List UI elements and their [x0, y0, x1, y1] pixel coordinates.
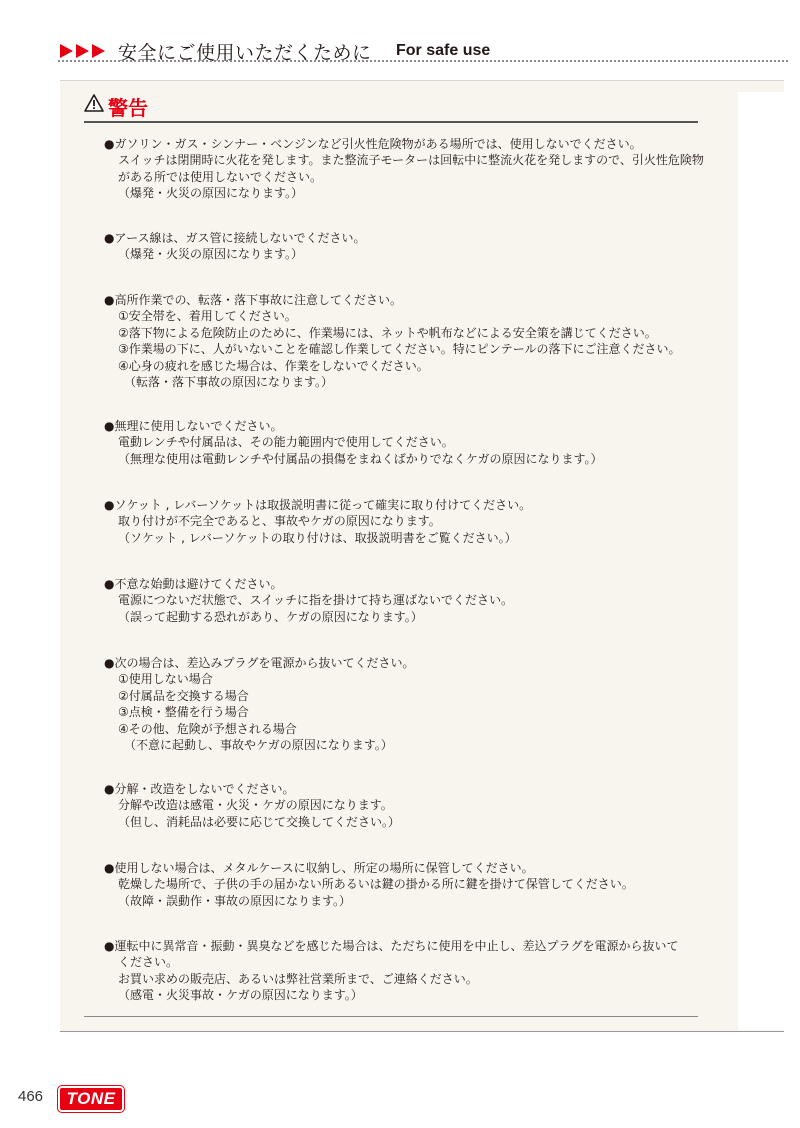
- warning-item: [104, 655, 704, 753]
- warning-item-text: （転落・落下事故の原因になります。）: [124, 375, 334, 390]
- warning-item-text: （爆発・火災の原因になります。）: [118, 247, 304, 262]
- page-number: 466: [18, 1088, 44, 1105]
- warning-item-text: ②付属品を交換する場合: [118, 688, 249, 703]
- arrow-right-icon: [92, 44, 105, 58]
- warning-item: [104, 418, 704, 467]
- warning-item-text: （ソケット , レバーソケットの取り付けは、取扱説明書をご覧ください。）: [118, 530, 517, 545]
- warning-item-heading: ●ソケット , レバーソケットは取扱説明書に従って確実に取り付けてください。: [104, 498, 532, 512]
- warning-item-text: スイッチは閉開時に火花を発します。また整流子モーターは回転中に整流火花を発しますので、引火性危険物: [118, 153, 704, 168]
- warning-item-heading: ●不意な始動は避けてください。: [104, 577, 283, 591]
- warning-item-text: 電動レンチや付属品は、その能力範囲内で使用してください。: [118, 435, 454, 450]
- warning-item-text: 取り付けが不完全であると、事故やケガの原因になります。: [118, 514, 441, 529]
- warning-item: [104, 230, 704, 263]
- warning-item-text: お買い求めの販売店、あるいは弊社営業所まで、ご連絡ください。: [118, 971, 478, 986]
- warning-item-text: （感電・火災事故・ケガの原因になります。）: [118, 988, 363, 1003]
- warning-item-text: 分解や改造は感電・火災・ケガの原因になります。: [118, 798, 393, 813]
- arrow-right-icon: [60, 44, 73, 58]
- arrow-right-icon: [76, 44, 89, 58]
- warning-triangle-icon: [84, 94, 104, 112]
- warning-item-heading: ●次の場合は、差込みプラグを電源から抜いてください。: [104, 656, 415, 670]
- warning-item-text: ①使用しない場合: [118, 672, 213, 687]
- warning-item-heading: ●高所作業での、転落・落下事故に注意してください。: [104, 293, 402, 307]
- warning-item-text: （但し、消耗品は必要に応じて交換してください。）: [118, 814, 401, 829]
- tone-logo: [58, 1086, 124, 1112]
- warning-title: 警告: [108, 96, 148, 120]
- logo-text: TONE: [66, 1089, 116, 1108]
- warning-item: [104, 860, 704, 909]
- warning-item-heading: ●ガソリン・ガス・シンナー・ベンジンなど引火性危険物がある場所では、使用しないでください。: [104, 137, 642, 151]
- warning-item: [104, 497, 704, 546]
- warning-item-heading: ●アース線は、ガス管に接続しないでください。: [104, 231, 366, 245]
- warning-item-text: （爆発・火災の原因になります。）: [118, 186, 304, 201]
- warning-item-heading: ●無理に使用しないでください。: [104, 419, 283, 433]
- warning-item-text: がある所では使用しないでください。: [118, 169, 323, 184]
- warning-item: [104, 576, 704, 625]
- header-divider: [58, 60, 788, 62]
- warning-item-text: （故障・誤動作・事故の原因になります。）: [118, 893, 352, 908]
- page-subtitle: For safe use: [396, 42, 491, 59]
- panel-inner-bottom-divider: [84, 1016, 698, 1017]
- warning-item: [104, 292, 704, 390]
- header-arrows: [60, 44, 105, 58]
- warning-item-text: 乾燥した場所で、子供の手の届かない所あるいは鍵の掛かる所に鍵を掛けて保管してください。: [118, 877, 634, 892]
- warning-item-text: 電源につないだ状態で、スイッチに指を掛けて持ち運ばないでください。: [118, 593, 514, 608]
- warning-item-text: （不意に起動し、事故やケガの原因になります。）: [124, 738, 393, 753]
- panel-edge: [738, 92, 784, 1030]
- warning-item-heading: ●分解・改造をしないでください。: [104, 782, 295, 796]
- warning-item-heading: ●運転中に異常音・振動・異臭などを感じた場合は、ただちに使用を中止し、差込プラグを電源から抜いて: [104, 939, 679, 953]
- panel-bottom-divider: [60, 1031, 784, 1032]
- warning-item-text: ください。: [118, 955, 179, 970]
- warning-item-text: ②落下物による危険防止のために、作業場には、ネットや帆布などによる安全策を講じてください。: [118, 325, 657, 340]
- warning-item: [104, 938, 704, 1004]
- warning-item-text: （無理な使用は電動レンチや付属品の損傷をまねくばかりでなくケガの原因になります。）: [118, 451, 603, 466]
- warning-item-text: ④その他、危険が予想される場合: [118, 721, 297, 736]
- warning-item-text: ④心身の疲れを感じた場合は、作業をしないでください。: [118, 358, 429, 373]
- warning-item: [104, 136, 704, 202]
- warning-item-heading: ●使用しない場合は、メタルケースに収納し、所定の場所に保管してください。: [104, 861, 534, 875]
- warning-item-text: ③点検・整備を行う場合: [118, 705, 249, 720]
- warning-item: [104, 781, 704, 830]
- warning-item-text: （誤って起動する恐れがあり、ケガの原因になります。）: [118, 609, 423, 624]
- warning-item-text: ③作業場の下に、人がいないことを確認し作業してください。特にピンテールの落下にご注意ください。: [118, 342, 681, 357]
- warning-divider: [84, 121, 698, 123]
- warning-item-text: ①安全帯を、着用してください。: [118, 309, 297, 324]
- page-title: 安全にご使用いただくために: [118, 42, 372, 64]
